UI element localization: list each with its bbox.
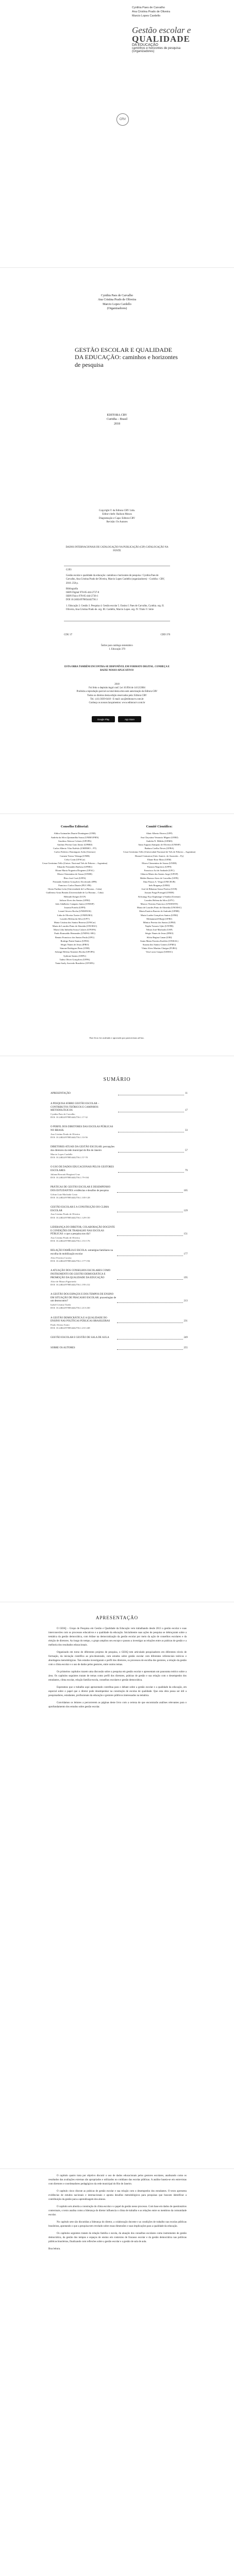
editorial-member: Aldira Guimarães Duarte Domínguez (UNB) <box>54 832 96 835</box>
summary-entry[interactable] <box>51 1206 188 1219</box>
copyright-line: Editor-chefe: Railson Moura <box>102 513 132 516</box>
summary-entry[interactable] <box>51 1226 188 1243</box>
summary-entry-page: 255 <box>183 1347 188 1350</box>
scientific-member: Inês Bragança (UERJ) <box>148 884 170 887</box>
summary-entry[interactable] <box>51 1146 188 1159</box>
summary-entry-doi[interactable]: DOI: 10.24824/978854442736.1.105-128 <box>51 1196 90 1199</box>
copyright-line: Copyright © da Editora CRV Ltda. <box>99 510 135 512</box>
leader-dots <box>117 1192 182 1193</box>
summary-entry-authors: Juliana Roncatti Bragioni Cruz <box>51 1173 80 1176</box>
cip-body: Gestão escolar e qualidade da educação: caminhos e horizontes de pesquisa / Cynthia Paes de Carvalho, Ana Cristina Prado de Oliveira, Marcio Lopes Cardello (organizadores) – Curitiba : CRV, 2018. 258 p. <box>66 574 165 585</box>
summary-entry-authors: Cynthia Paes de Carvalho <box>51 1113 75 1115</box>
cover-author: Marcio Lopes Cardello <box>132 14 161 18</box>
leader-dots <box>117 1302 182 1303</box>
summary-entry-title: O PERFIL DOS DIRETORES DAS ESCOLAS PÚBLICAS NO BRASIL <box>51 1126 113 1132</box>
cover-title-line4: caminhos e horizontes de pesquisa <box>132 47 181 50</box>
summary-entry[interactable] <box>51 1293 188 1310</box>
scientific-member: Cesar Gerónimo Tello (Universidad Nacional de Três de Febrero – Argentina) <box>123 851 196 854</box>
title-author: Marcio Lopes Cardello <box>103 302 131 306</box>
scientific-member: Maria de Lourdes Pinto de Almeida (UNOESC) <box>137 906 182 909</box>
cover-authors-role: (Organizadores) <box>132 50 155 53</box>
summary-entry-page: 231 <box>183 1320 188 1323</box>
summary-entry-doi[interactable]: DOI: 10.24824/978854442736.1.213-230 <box>51 1307 90 1310</box>
editorial-member: Sydione Santos (UEPG) <box>63 954 86 957</box>
summary-entry-title: GESTÃO ESCOLAR E A CONSTRUÇÃO DO CLIMA ESCOLAR <box>51 1206 109 1212</box>
app-store-badge[interactable]: App Store <box>118 716 141 722</box>
leader-dots <box>117 1235 182 1236</box>
cdu-code: CDU 37 <box>64 634 73 636</box>
summary-entry[interactable] <box>51 1092 188 1096</box>
scientific-member: Ana Chrystina Venancio Mignot (UERJ) <box>140 836 178 839</box>
summary-entry-doi[interactable]: DOI: 10.24824/978854442736.1.33-56 <box>51 1136 88 1139</box>
footer-line: Proibida a reprodução parcial ou total desta obra sem autorização da Editora CRV <box>76 690 158 693</box>
summary-entry-authors: Ana Cristina Prado de Oliveira <box>51 1236 80 1239</box>
summary-entry-doi[interactable]: DOI: 10.24824/978854442736.1.177-194 <box>51 1260 90 1263</box>
editorial-member: Renato Francisco dos Santos Paula (UFG) <box>55 936 95 939</box>
scientific-member: Lourdes Helena da Silva (UFV) <box>144 899 174 902</box>
scientific-member: José de Ribamar Sousa Pereira (UCB) <box>141 888 177 891</box>
body-paragraph: Organizado em torno de diferentes projetos de pesquisa, o GESQ tem articulado pesquisadores em diferentes níveis de formação, da iniciação científica ao pós-doutorado, com estudos sobre gestão escolar com diferentes referenciais teóricos e abordagens metodológicas. Tais estudos investigaram o perfil dos diretores, os processos de escolha dos gestores, a relação da gestão com o clima escolar e o uso de dados pelos gestores, entre outros temas. <box>48 1651 187 1666</box>
scientific-member: Sonia Maria Ferreira Koehler (UNISAL) <box>140 939 178 942</box>
scientific-member: Jussara Fraga Portugal (UNEB) <box>144 891 174 894</box>
editorial-member: Eduardo Fernandes Barbosa (UFMG) <box>57 866 92 869</box>
summary-entry-title: A GESTÃO DOS ESPAÇOS E DOS TEMPOS DE ENSINO EM SITUAÇÃO DE FRACASSO ESCOLAR: praxeologias de um desencontro? <box>51 1293 116 1303</box>
scientific-member: Diosnel Centurion (Univ Americ. de Asunción – Py) <box>135 854 184 857</box>
presentation-body <box>48 1627 187 1713</box>
editorial-member: Gloria Fariñas León (Universidade de La Havana – Cuba) <box>47 888 102 891</box>
scientific-member: Maria Eurácia Barreto de Andrade (UFRB) <box>139 910 179 913</box>
summary-entry-doi[interactable]: DOI: 10.24824/978854442736.1.195-212 <box>51 1283 90 1286</box>
summary-entry-title: O USO DE DADOS EDUCACIONAIS PELOS GESTORES ESCOLARES <box>51 1166 114 1172</box>
summary-entry-title: PRÁTICAS DE GESTÃO ESCOLAR E DESEMPENHO DOS ESTUDANTES: evidências e desafios de pesquisa <box>51 1186 111 1192</box>
scientific-member: Altair Alberto Fávero (UPF) <box>146 832 173 835</box>
cover-title <box>132 26 230 53</box>
copyright-block <box>0 509 234 524</box>
classification-codes <box>64 634 170 636</box>
summary-entry-page: 129 <box>183 1209 188 1212</box>
presentation-title: APRESENTAÇÃO <box>95 1615 139 1620</box>
summary-entry-doi[interactable]: DOI: 10.24824/978854442736.1.17-32 <box>51 1116 88 1119</box>
editorial-member: Tania Suely Azevedo Brasileiro (UFOPA) <box>55 961 94 964</box>
summary-entry[interactable] <box>51 1103 188 1120</box>
digital-notice: ESTA OBRA TAMBÉM ENCONTRA-SE DISPONÍVEL EM FORMATO DIGITAL. CONHEÇA E BAIXE NOSSO APLICATIVO! <box>64 666 170 672</box>
summary-entry-doi[interactable]: DOI: 10.24824/978854442736.1.231-248 <box>51 1327 90 1330</box>
body-paragraph: No capítulo sete são discutidas a liderança do diretor, a colaboração docente e as condições de trabalho nas escolas públicas brasileiras, apontando o que a pesquisa tem revelado sobre essas dimensões e suas implicações para a qualidade da educação. <box>48 2221 187 2228</box>
cip-isbn-digital: ISBN Digital 978-85-444-2737-8 <box>66 591 99 594</box>
cover-title-line1: Gestão escolar e <box>132 25 191 35</box>
editorial-member: Lourdes Helena da Silva (UFV) <box>60 917 90 920</box>
summary-entry[interactable] <box>51 1347 188 1350</box>
publication-year: 2018 <box>114 422 120 426</box>
summary-entry-authors: Ana Cristina Prado de Oliveira <box>51 1213 80 1216</box>
leader-dots <box>117 1349 182 1350</box>
cip-subjects: 1. Educação 2. Gestão 3. Pesquisa 4. Gestão escolar 5. Ensino I. Paes de Carvalho, Cynthia. org. II. Oliveira, Ana Cristina Prado de. org. III. Cardello, Marcio Lopes. org. IV. Título V. Série <box>66 604 164 611</box>
scientific-member: Maria Lurdes Gonçalves Santos (UFRJ) <box>140 913 178 917</box>
scientific-member: Helder Buenos Aires de Carvalho (UFPI) <box>140 876 179 879</box>
summary-entry-doi[interactable]: DOI: 10.24824/978854442736.1.151-176 <box>51 1240 90 1243</box>
summary-entry-page: 57 <box>185 1149 188 1152</box>
editorial-member: Carmen Tereza Velanga (UNIR) <box>60 854 90 857</box>
summary-entry-doi[interactable]: DOI: 10.24824/978854442736.1.79-104 <box>51 1176 89 1179</box>
scientific-member: Suzana dos Santos Gomes (UFMG) <box>142 943 176 946</box>
leader-dots <box>117 1339 182 1340</box>
editorial-member: Antônio Pereira Gaio Júnior (UFRRJ) <box>57 843 93 846</box>
cip-bibliography: Bibliografia <box>66 587 78 590</box>
body-paragraph: Os capítulos seguintes tratam da relação família e escola, da atuação dos conselhos escolares como instrumento de gestão democrática, da gestão dos tempos e espaços de ensino em contextos de fracasso escolar e da gestão democrática nas políticas públicas brasileiras, finalizando com reflexões sobre a gestão escolar e a gestão de sala de aula. <box>48 2232 187 2243</box>
scientific-committee <box>121 824 198 954</box>
summary-entry-page: 17 <box>185 1109 188 1112</box>
scientific-committee-list <box>121 832 198 954</box>
systematic-index <box>64 644 170 651</box>
leader-dots <box>118 1152 185 1153</box>
summary-entry-title: SOBRE OS AUTORES <box>51 1347 75 1350</box>
cover-title-line2: QUALIDADE <box>132 34 190 44</box>
legal-footer <box>0 683 234 705</box>
scientific-member: Vânia Alves Martins Chaigar (FURG) <box>141 947 177 950</box>
summary-entry-authors: Alice Ferreira Correia <box>51 1256 72 1259</box>
summary-entry-authors: Isabel Cristina Varela <box>51 1303 71 1307</box>
summary-entry-title: A PESQUISA SOBRE GESTÃO ESCOLAR – CONTRIBUTOS TEÓRICOS E CAMINHOS METODOLÓGICOS <box>51 1102 99 1112</box>
summary-entry-title: APRESENTAÇÃO <box>51 1092 71 1095</box>
summary-entry-page: 79 <box>185 1169 188 1172</box>
body-paragraph: Os primeiros capítulos trazem uma discussão sobre a pesquisa em gestão escolar e apresentam um panorama teórico sobre a área. Os capítulos seguintes tratam de temas como perfil dos diretores, práticas de gestão e sua relação com o desempenho dos estudantes, clima escolar, relação família-escola, conselhos escolares e gestão democrática. <box>48 1671 187 1682</box>
continuation-page <box>0 2169 234 2576</box>
title-authors <box>0 294 234 311</box>
summary-entry-authors: Paulo Afonso Souto <box>51 1324 70 1326</box>
footer-line: Tel.: (41) 3039-6418 - E-mail: sac@editoracrv.com.br <box>90 698 144 701</box>
scientific-member: Marcos Vinicius Francisco (UNOESTE) <box>140 902 178 905</box>
scientific-member: Mohammed Elhajji (UFRJ) <box>146 917 172 920</box>
summary-entry-page: 11 <box>185 1092 188 1095</box>
title-author: Cynthia Paes de Carvalho <box>101 294 133 297</box>
scientific-member: Eliane Rose Maio (UEM) <box>147 858 172 861</box>
editorial-member: Elizeu Clementino de Souza (UNEB) <box>57 873 92 876</box>
summary-title: SUMÁRIO <box>103 1077 131 1082</box>
editorial-member: Rodrigo Pratte-Santos (UFES) <box>60 939 89 942</box>
copyright-line: Revisão: Os Autores <box>106 520 128 523</box>
scientific-committee-title: Comitê Científico: <box>146 825 173 828</box>
summary-entry-page: 151 <box>183 1233 188 1236</box>
body-paragraph: O capítulo seis aborda a construção do clima escolar e o papel da gestão nesse processo. Com base em dados de questionários contextuais, o texto analisa como a liderança do diretor influencia o clima de trabalho e as relações entre os membros da comunidade escolar. <box>48 2206 187 2216</box>
scientific-member: Silvia Regina Canan (URI) <box>146 936 172 939</box>
summary-entry-page: 249 <box>183 1336 188 1340</box>
summary-entry-authors: Alice de Moura Figueiredo <box>51 1280 76 1283</box>
signature: Boa leitura. <box>48 2248 61 2250</box>
scientific-member: Elizeu Clementino de Souza (UNEB) <box>142 861 177 865</box>
index-entry: 1. Educação 370 <box>109 648 125 651</box>
editorial-member: Leonel Severo Rocha (UNISINOS) <box>58 910 91 913</box>
council-page <box>0 814 234 1056</box>
google-play-badge[interactable]: Google Play <box>92 716 115 722</box>
leader-dots <box>118 1172 185 1173</box>
editorial-council-title: Conselho Editorial: <box>60 825 89 828</box>
summary-entry-title: A GESTÃO DEMOCRÁTICA E A QUALIDADE DO ENSINO NAS POLÍTICAS PÚBLICAS BRASILEIRAS <box>51 1316 110 1323</box>
summary-entry-title: DIRETORES ATUAIS DA GESTÃO ESCOLAR: percepções dos diretores da rede municipal do Rio de Janeiro <box>51 1146 115 1152</box>
title-page <box>0 268 234 814</box>
scientific-member: Vera Lucia Gaspar (UDESC) <box>145 951 173 954</box>
book-title: GESTÃO ESCOLAR E QUALIDADE DA EDUCAÇÃO: caminhos e horizontes de pesquisa <box>75 346 178 368</box>
summary-entry[interactable] <box>51 1249 188 1263</box>
app-badges <box>92 716 141 722</box>
cip-isbn-fisico: ISBN Físico 978-85-444-2736-1 <box>66 595 98 598</box>
summary-entry-authors: Marcio Lopes Cardello <box>51 1153 73 1156</box>
editorial-member: Sérgio Nunes de Jesus (IFRO) <box>60 943 89 946</box>
editorial-member: Paulo Romualdo Hernandes (UNIFAL-MG) <box>54 932 95 935</box>
cdd-code: CDD 370 <box>160 634 170 636</box>
presentation-page <box>0 1602 234 2169</box>
scientific-member: Ilma Passos A. Veiga (UNICEUB) <box>143 880 176 883</box>
cip-record <box>64 566 170 621</box>
summary-entry-authors: Ana Cristina Prado de Oliveira <box>51 1132 80 1136</box>
summary-entry-title: GESTÃO ESCOLAR E GESTÃO DE SALA DE AULA <box>51 1336 109 1340</box>
editorial-member: Maria de Lourdes Pinto de Almeida (UNOESC) <box>52 925 97 928</box>
editorial-member: Andréia da Silva Quintanilha Sousa (UNIR/UFRN) <box>51 836 99 839</box>
scientific-member: Nilson José Machado (USP) <box>146 928 173 931</box>
cover-author: Cynthia Paes de Carvalho <box>132 6 165 9</box>
body-paragraph: O GESQ – Grupo de Pesquisa em Gestão e Qualidade da Educação vem trabalhando desde 2013 a gestão escolar e suas interconexões com os processos educativos e a qualidade da educação. Inicialmente suas ações de pesquisa se debruçaram sobre a temática da gestão democrática, com ênfase na democratização da gestão escolar por meio da ação de conselhos escolares e da eleição de diretores. Ao longo do tempo, o grupo ampliou seu escopo e passou a investigar as relações entre as práticas de gestão e a melhoria dos resultados educacionais. <box>48 1628 187 1647</box>
editorial-member: Jailson Alves dos Santos (UFRJ) <box>59 899 90 902</box>
footer-line: Conheça os nossos lançamentos: www.editoracrv.com.br <box>89 701 145 704</box>
editorial-member: Anselmo Alencar Colares (UFOPA) <box>58 839 92 842</box>
publisher-city: Curitiba – Brasil <box>107 418 127 421</box>
editorial-member: Carlos Federico Dominguez Avila (Unieuro) <box>54 851 96 854</box>
summary-entry[interactable] <box>51 1166 188 1179</box>
editorial-member: Helmuth Krüger (UCP) <box>63 895 86 898</box>
summary-entry-page: 177 <box>183 1253 188 1256</box>
summary-entry[interactable] <box>51 1336 188 1340</box>
summary-entry-title: LIDERANÇA DO DIRETOR, COLABORAÇÃO DOCENTE E CONDIÇÕES DE TRABALHO NAS ESCOLAS PÚBLICAS: o que a pesquisa nos diz? <box>51 1226 115 1236</box>
scientific-member: Gláucia Maria dos Santos Jorge (UFOP) <box>140 873 178 876</box>
editorial-member: Simone Rodrigues Pinto (UNB) <box>60 947 90 950</box>
editorial-member: Celso Conti (UFSCar) <box>64 858 86 861</box>
scientific-member: Francisco Ari de Andrade (UFC) <box>144 869 175 872</box>
cover-authors <box>132 6 170 19</box>
footer-line: 2018 <box>114 683 120 686</box>
footer-line: Todos os direitos desta edição reservados pela: Editora CRV <box>87 694 147 697</box>
scientific-member: Kilwangy Kya Kapitango-a-Samba (Unemat) <box>138 895 180 898</box>
editorial-member: Elione Maria Nogueira Diogenes (UFAL) <box>55 869 94 872</box>
body-paragraph: Esperamos que o trabalho aqui apresentado contribua para o debate sobre a gestão escolar e a qualidade da educação, em especial sobre o papel que o diretor pode desempenhar na construção de escolas de qualidade. Que esta obra possa ser útil a pesquisadores, estudantes, profissionais da educação e gestores públicos interessados na temática. <box>48 1686 187 1697</box>
editorial-member: Cesar Gerónimo Tello (Univer. Nacional Três de Febrero – Argentina) <box>42 861 108 865</box>
summary-entry-page: 33 <box>185 1129 188 1132</box>
editorial-member: João Adalberto Campato Junior (UNESP) <box>55 902 94 905</box>
editorial-member: Élsio José Corá (UFFS) <box>63 876 86 879</box>
body-paragraph: O capítulo cinco discute as práticas de gestão escolar e sua relação com o desempenho dos estudantes. O texto apresenta evidências de estudos nacionais e internacionais e aponta desafios metodológicos para pesquisas que buscam identificar a contribuição da gestão para a aprendizagem dos alunos. <box>48 2190 187 2201</box>
index-title: Índice para catálogo sistemático <box>101 645 133 647</box>
editorial-member: Francisco Carlos Duarte (PUC-PR) <box>58 884 91 887</box>
scientific-member: Sérgio Nunes de Jesus (IFRO) <box>145 932 174 935</box>
title-authors-role: (Organizadores) <box>107 307 127 311</box>
footer-line: Foi feito o depósito legal conf. Lei 10.994 de 14/12/2004 <box>89 687 145 690</box>
summary-entry-page: 195 <box>183 1276 188 1279</box>
continuation-body <box>48 2174 187 2255</box>
summary-entry-authors: Gilvan Luiz Machado Costa <box>51 1193 77 1196</box>
summary-entry-doi[interactable]: DOI: 10.24824/978854442736.1.129-150 <box>51 1216 90 1219</box>
scientific-member: Fauston Negreiros (UFPI) <box>147 866 172 869</box>
summary-entry-doi[interactable]: DOI: 10.24824/978854442736.1.57-78 <box>51 1156 88 1159</box>
scientific-member: Anna Augusta Sampaio de Oliveira (UNESP) <box>138 843 181 846</box>
summary-entry[interactable] <box>51 1317 188 1330</box>
summary-entry[interactable] <box>51 1186 188 1199</box>
editorial-member: Guillermo Arias Beatón (Universidade de La Havana – Cuba) <box>46 891 104 894</box>
editorial-member: Tadeu Oliver Gonçalves (UFPA) <box>59 958 90 961</box>
editorial-council-list <box>36 832 113 965</box>
summary-entry-title: A ATUAÇÃO DOS CONSELHOS ESCOLARES COMO INSTRUMENTO DE GESTÃO DEMOCRÁTICA E PROMOÇÃO DA QUALIDADE DA EDUCAÇÃO <box>51 1269 111 1279</box>
publisher-block <box>0 413 234 426</box>
cover-title-line3: DA EDUCAÇÃO <box>132 43 158 47</box>
summary-entry-title: RELAÇÃO FAMÍLIA E ESCOLA: estratégias familiares na escolha do mobilização escolar <box>51 1249 113 1256</box>
cover-page <box>0 0 234 268</box>
summary-entry-page: 213 <box>183 1300 188 1303</box>
scientific-member: Andréia N. Militão (UEMS) <box>146 839 173 842</box>
summary-page <box>0 1056 234 1602</box>
peer-review-note: Este livro foi avaliado e aprovado por pareceristas ad hoc. <box>89 1037 145 1039</box>
editorial-member: Josania Portela (UFPI) <box>64 906 86 909</box>
editorial-member: Carlos Alberto Vilar Estêvão (UMINHO – PT) <box>53 847 97 850</box>
summary-list <box>51 1092 188 1357</box>
editorial-council <box>36 824 113 965</box>
cip-doi: DOI 10.24824/978854442736.1 <box>66 599 98 602</box>
publisher-name: EDITORA CRV <box>107 414 127 417</box>
scientific-member: Mônica Pereira dos Santos (UFRJ) <box>143 921 176 924</box>
title-author: Ana Cristina Prado de Oliveira <box>97 298 137 302</box>
editorial-member: Maria Cristina dos Santos Bezerra (UFSCar) <box>54 921 96 924</box>
editorial-member: Solange Helena Ximenes-Rocha (UFOPA) <box>55 951 95 954</box>
editorial-member: Maria Lília Imbiriba Sousa Colares (UFOPA) <box>53 928 96 931</box>
cip-code: G393 <box>66 569 72 571</box>
publisher-logo-icon: CRV <box>116 113 129 126</box>
summary-entry[interactable] <box>51 1269 188 1286</box>
body-paragraph: O capítulo quatro trata por objetivo discutir o uso de dados educacionais pelos gestores escolares, analisando como os resultados das avaliações externas são apropriados e utilizados no cotidiano das escolas públicas. A análise baseia-se em entrevistas com diretores e coordenadores pedagógicos da rede municipal do Rio de Janeiro. <box>48 2175 187 2185</box>
scientific-member: Najela Tavares Ujiie (UTFPR) <box>145 925 174 928</box>
editorial-member: Fernando Antônio Gonçalves Alcoforado (IPB) <box>53 880 97 883</box>
leader-dots <box>117 1279 182 1280</box>
cover-author: Ana Cristina Prado de Oliveira <box>132 10 170 13</box>
cip-header: DADOS INTERNACIONAIS DE CATALOGAÇÃO NA PUBLICAÇÃO (CIP) CATALOGAÇÃO NA FONTE <box>65 546 169 552</box>
copyright-line: Diagramação e Capa: Editora CRV <box>98 517 136 520</box>
summary-entry-page: 105 <box>183 1189 188 1192</box>
editorial-member: Lidia de Oliveira Xavier (UNIEURO) <box>57 913 93 917</box>
body-paragraph: Convidamos os leitores a percorrerem as páginas deste livro com a certeza de que encontrarão análises relevantes para o aprofundamento dos estudos sobre gestão escolar. <box>48 1702 187 1708</box>
summary-entry[interactable] <box>51 1126 188 1139</box>
scientific-member: Barbara Coelho Neves (UFBA) <box>144 847 174 850</box>
